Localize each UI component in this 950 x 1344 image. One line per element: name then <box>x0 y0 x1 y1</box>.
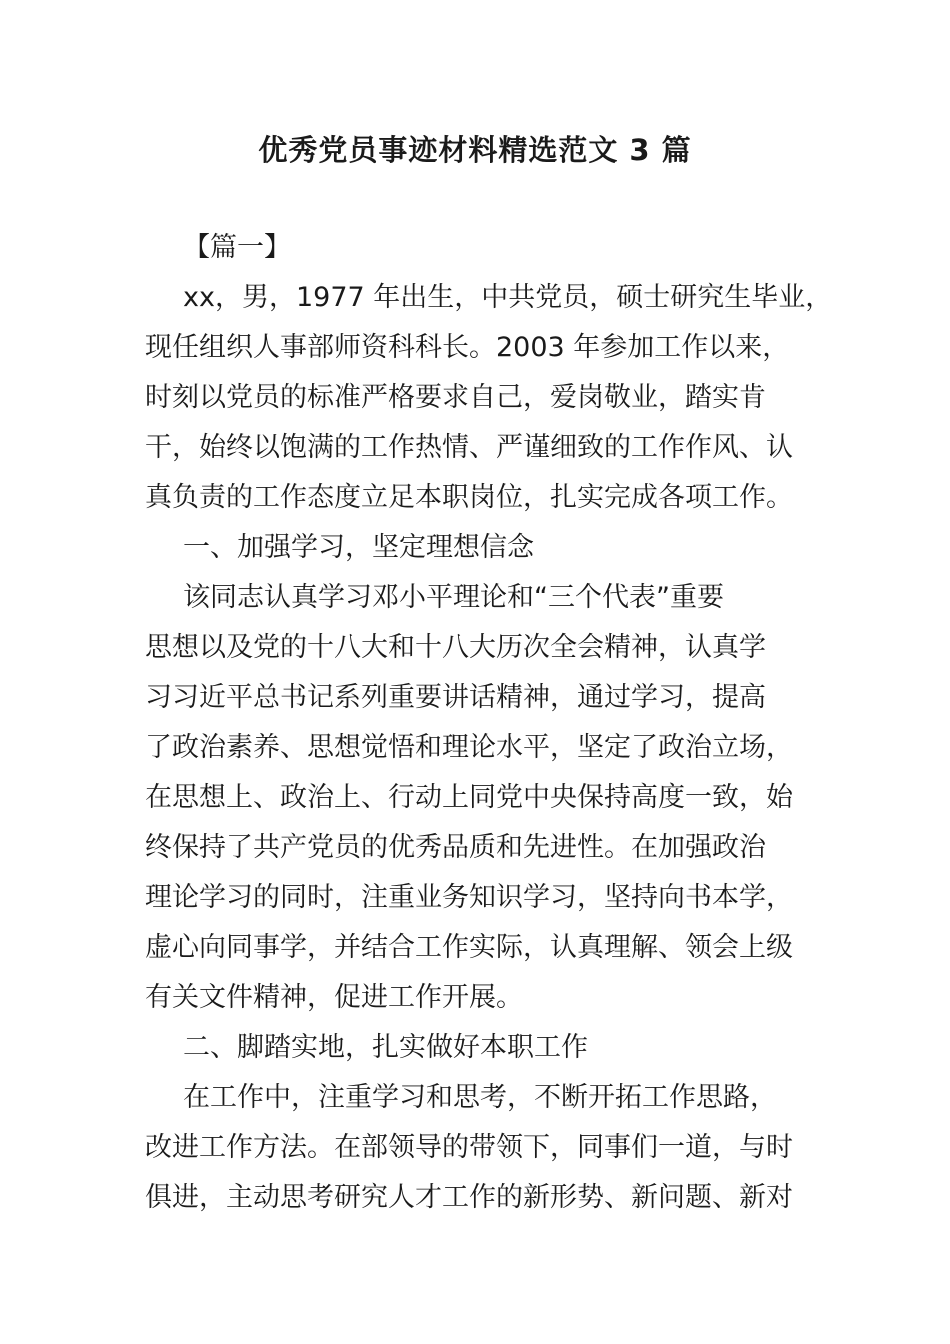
paragraph-line: 真负责的工作态度立足本职岗位，扎实完成各项工作。 <box>145 482 793 513</box>
paragraph-line: 现任组织人事部师资科科长。2003 年参加工作以来， <box>145 332 790 363</box>
paragraph-line: 该同志认真学习邓小平理论和“三个代表”重要 <box>183 582 724 613</box>
section-heading: 二、脚踏实地，扎实做好本职工作 <box>183 1032 588 1063</box>
paragraph-line: 俱进，主动思考研究人才工作的新形势、新问题、新对 <box>145 1182 793 1213</box>
section-label: 【篇一】 <box>183 232 291 263</box>
paragraph-line: 干，始终以饱满的工作热情、严谨细致的工作作风、认 <box>145 432 793 463</box>
paragraph-line: 习习近平总书记系列重要讲话精神，通过学习，提高 <box>145 682 766 713</box>
paragraph-line: xx，男，1977 年出生，中共党员，硕士研究生毕业， <box>183 282 833 313</box>
paragraph-line: 在思想上、政治上、行动上同党中央保持高度一致，始 <box>145 782 793 813</box>
paragraph-line: 终保持了共产党员的优秀品质和先进性。在加强政治 <box>145 832 766 863</box>
document-title: 优秀党员事迹材料精选范文 3 篇 <box>258 133 692 167</box>
paragraph-line: 了政治素养、思想觉悟和理论水平，坚定了政治立场， <box>145 732 793 763</box>
paragraph-line: 思想以及党的十八大和十八大历次全会精神，认真学 <box>145 632 766 663</box>
paragraph-line: 改进工作方法。在部领导的带领下，同事们一道，与时 <box>145 1132 793 1163</box>
paragraph-line: 有关文件精神，促进工作开展。 <box>145 982 523 1013</box>
paragraph-line: 在工作中，注重学习和思考，不断开拓工作思路， <box>183 1082 777 1113</box>
paragraph-line: 理论学习的同时，注重业务知识学习，坚持向书本学， <box>145 882 793 913</box>
paragraph-line: 时刻以党员的标准严格要求自己，爱岗敬业，踏实肯 <box>145 382 766 413</box>
section-heading: 一、加强学习，坚定理想信念 <box>183 532 534 563</box>
paragraph-line: 虚心向同事学，并结合工作实际，认真理解、领会上级 <box>145 932 793 963</box>
